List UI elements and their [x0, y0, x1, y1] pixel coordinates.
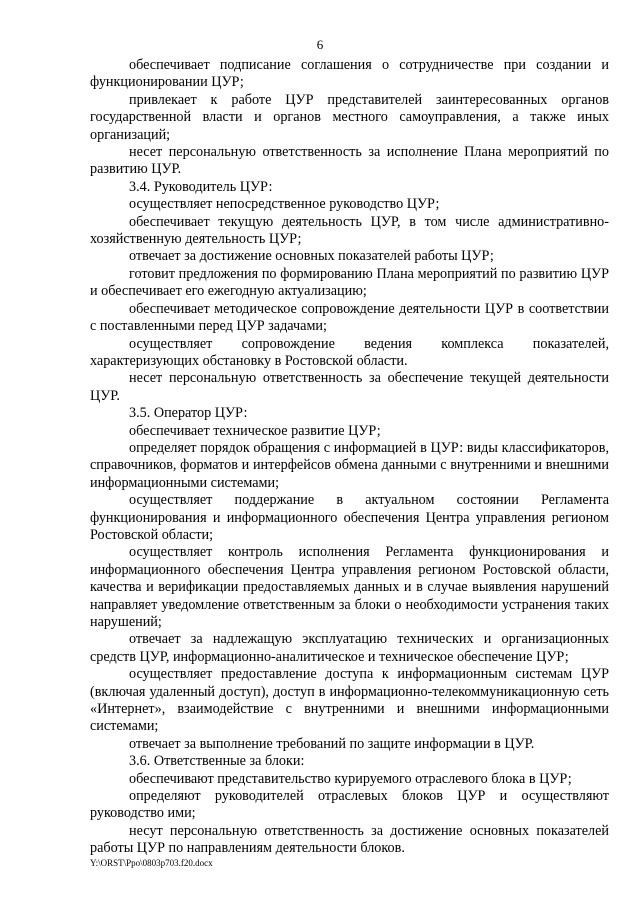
paragraph: определяет порядок обращения с информацией в ЦУР: виды классификаторов, справочников, форматов и интерфейсов обмена данными с внутренними и внешними информационными системами;	[90, 439, 609, 491]
paragraph: привлекает к работе ЦУР представителей заинтересованных органов государственной власти и органов местного самоуправления, а также иных организаций;	[90, 91, 609, 143]
section-heading-3-6: 3.6. Ответственные за блоки:	[129, 753, 305, 770]
paragraph: несут персональную ответственность за достижение основных показателей работы ЦУР по направлениям деятельности блоков.	[90, 822, 609, 857]
paragraph: несет персональную ответственность за исполнение Плана мероприятий по развитию ЦУР.	[90, 144, 609, 178]
section-heading-3-5: 3.5. Оператор ЦУР:	[129, 405, 248, 422]
page-number: 6	[316, 37, 324, 52]
paragraph: осуществляет поддержание в актуальном состоянии Регламента функционирования и информационного обеспечения Центра управления регионом Ростовской области;	[90, 492, 609, 543]
paragraph: отвечает за надлежащую эксплуатацию технических и организационных средств ЦУР, информационно-аналитическое и техническое обеспечение ЦУР;	[90, 631, 609, 665]
paragraph: готовит предложения по формированию Плана мероприятий по развитию ЦУР и обеспечивает его ежегодную актуализацию;	[90, 265, 609, 300]
paragraph: осуществляет контроль исполнения Регламента функционирования и информационного обеспечения Центра управления регионом Ростовской области, качества и верификации предоставляемых данных и в случае выявления нарушений направляет уведомление ответственным за блоки о необходимости устранения таких нарушений;	[90, 544, 609, 630]
paragraph: обеспечивает подписание соглашения о сотрудничестве при создании и функционировании ЦУР;	[90, 57, 609, 91]
paragraph: осуществляет предоставление доступа к информационным системам ЦУР (включая удаленный доступ), доступ в информационно-телекоммуникационную сеть «Интернет», взаимодействие с внутренними и внешними информационными системами;	[90, 666, 609, 735]
paragraph: отвечает за выполнение требований по защите информации в ЦУР.	[129, 735, 535, 752]
footer-file-path: Y:\ORST\Ppo\0803p703.f20.docx	[90, 858, 213, 868]
section-heading-3-4: 3.4. Руководитель ЦУР:	[129, 178, 273, 195]
paragraph: обеспечивают представительство курируемого отраслевого блока в ЦУР;	[129, 770, 572, 787]
paragraph: обеспечивает текущую деятельность ЦУР, в том числе административно-хозяйственную деятельность ЦУР;	[90, 213, 609, 248]
document-body	[90, 57, 609, 858]
paragraph: несет персональную ответственность за обеспечение текущей деятельности ЦУР.	[90, 370, 609, 404]
paragraph: обеспечивает методическое сопровождение деятельности ЦУР в соответствии с поставленными перед ЦУР задачами;	[90, 300, 609, 335]
paragraph: отвечает за достижение основных показателей работы ЦУР;	[129, 248, 494, 265]
paragraph: осуществляет сопровождение ведения комплекса показателей, характеризующих обстановку в Ростовской области.	[90, 335, 609, 369]
paragraph: осуществляет непосредственное руководство ЦУР;	[129, 196, 440, 213]
paragraph: определяют руководителей отраслевых блоков ЦУР и осуществляют руководство ими;	[90, 788, 609, 822]
paragraph: обеспечивает техническое развитие ЦУР;	[129, 422, 381, 439]
